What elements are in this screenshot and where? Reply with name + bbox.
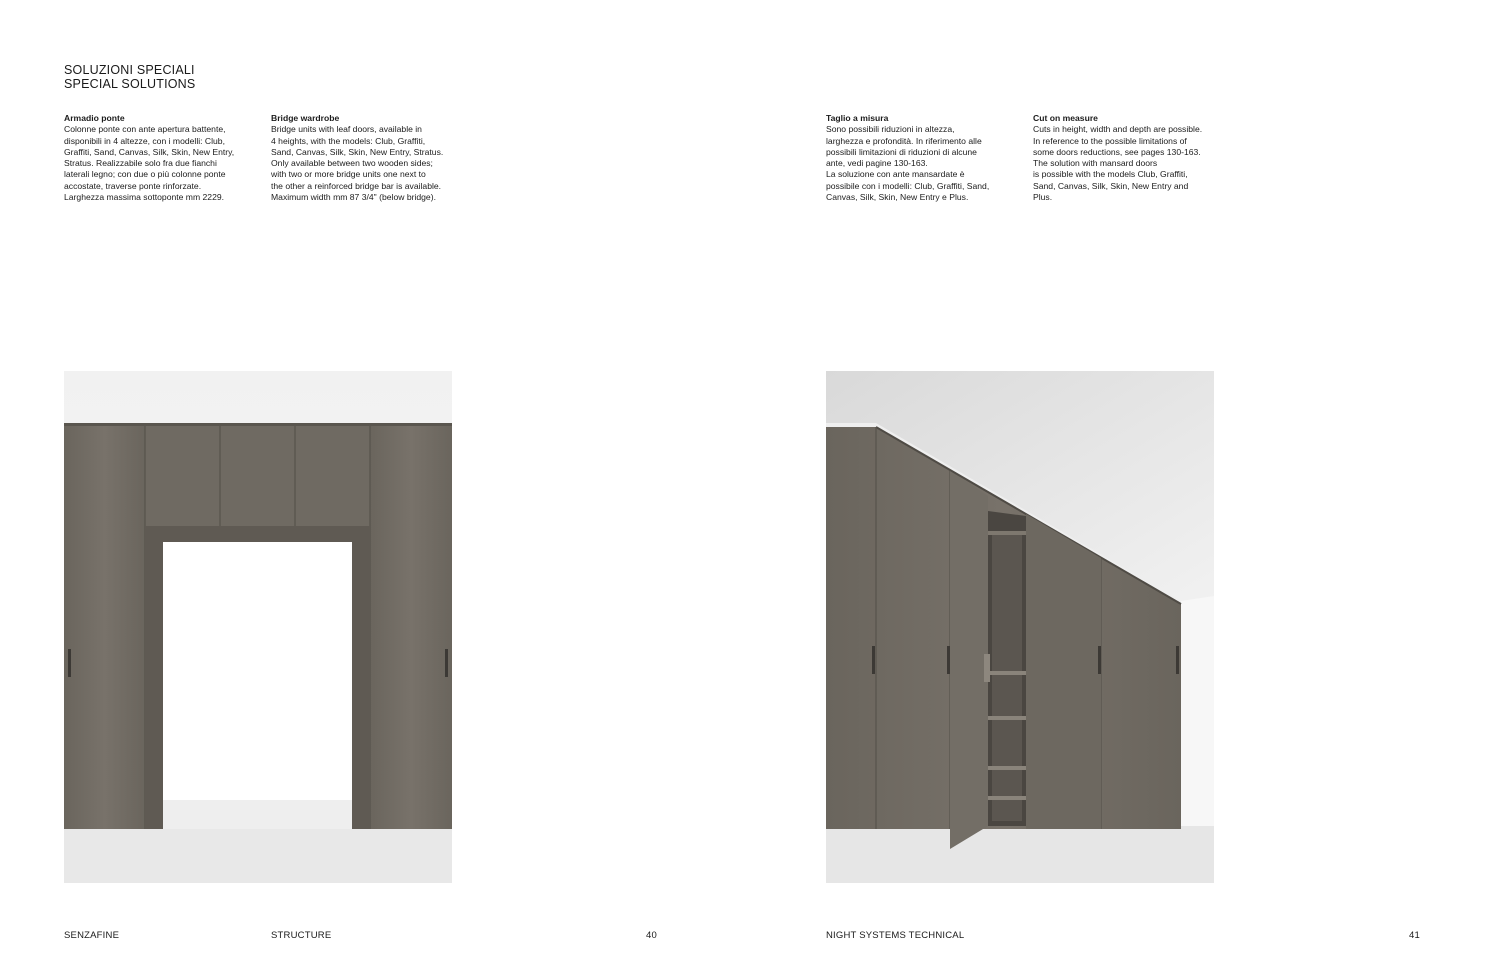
column-line: Colonne ponte con ante apertura battente, — [64, 124, 226, 135]
column-line: possibili limitazioni di riduzioni di alcune — [826, 146, 977, 157]
text-column-cut-en — [1033, 113, 1223, 203]
column-line: Maximum width mm 87 3/4" (below bridge). — [271, 192, 436, 203]
text-column-bridge-it — [64, 113, 254, 203]
column-line: larghezza e profondità. In riferimento alle — [826, 135, 982, 146]
column-line: some doors reductions, see pages 130-163. — [1033, 146, 1201, 157]
column-heading: Taglio a misura — [826, 113, 889, 123]
column-line: laterali legno; con due o più colonne ponte — [64, 169, 226, 180]
text-column-bridge-en — [271, 113, 461, 203]
text-column-cut-it — [826, 113, 1016, 203]
column-line: disponibili in 4 altezze, con i modelli: Club, — [64, 135, 225, 146]
footer-section: STRUCTURE — [271, 930, 332, 941]
column-line: with two or more bridge units one next to — [271, 169, 426, 180]
column-line: Stratus. Realizzabile solo fra due fianchi — [64, 158, 217, 169]
column-line: Only available between two wooden sides; — [271, 158, 433, 169]
column-line: In reference to the possible limitations of — [1033, 135, 1187, 146]
footer-catalog-title: NIGHT SYSTEMS TECHNICAL — [826, 930, 965, 941]
section-title-italian: SOLUZIONI SPECIALI — [64, 63, 195, 77]
column-line: Sand, Canvas, Silk, Skin, New Entry and — [1033, 180, 1189, 191]
column-line: The solution with mansard doors — [1033, 158, 1158, 169]
column-line: Plus. — [1033, 192, 1053, 203]
column-line: accostate, traverse ponte rinforzate. — [64, 180, 202, 191]
column-line: Canvas, Silk, Skin, New Entry e Plus. — [826, 192, 969, 203]
section-title-english: SPECIAL SOLUTIONS — [64, 77, 196, 91]
column-heading: Bridge wardrobe — [271, 113, 340, 123]
mansard-wardrobe-illustration — [826, 371, 1214, 883]
column-line: Sono possibili riduzioni in altezza, — [826, 124, 955, 135]
column-line: Graffiti, Sand, Canvas, Silk, Skin, New Entry, — [64, 146, 235, 157]
column-line: Cuts in height, width and depth are possible. — [1033, 124, 1203, 135]
page-number-right: 41 — [1409, 930, 1420, 941]
column-line: Bridge units with leaf doors, available in — [271, 124, 422, 135]
section-title — [64, 63, 195, 91]
column-line: ante, vedi pagine 130-163. — [826, 158, 928, 169]
column-line: La soluzione con ante mansardate è — [826, 169, 965, 180]
column-heading: Armadio ponte — [64, 113, 125, 123]
bridge-wardrobe-photo — [64, 371, 452, 883]
bridge-wardrobe-illustration — [64, 371, 452, 883]
column-line: 4 heights, with the models: Club, Graffiti, — [271, 135, 426, 146]
footer-brand: SENZAFINE — [64, 930, 120, 941]
page-number-left: 40 — [646, 930, 657, 941]
mansard-wardrobe-photo — [826, 371, 1214, 883]
column-heading: Cut on measure — [1033, 113, 1098, 123]
column-line: Larghezza massima sottoponte mm 2229. — [64, 192, 225, 203]
column-line: Sand, Canvas, Silk, Skin, New Entry, Stratus. — [271, 146, 444, 157]
column-line: is possible with the models Club, Graffiti, — [1033, 169, 1188, 180]
column-line: the other a reinforced bridge bar is available. — [271, 180, 442, 191]
column-line: possibile con i modelli: Club, Graffiti, Sand, — [826, 180, 990, 191]
